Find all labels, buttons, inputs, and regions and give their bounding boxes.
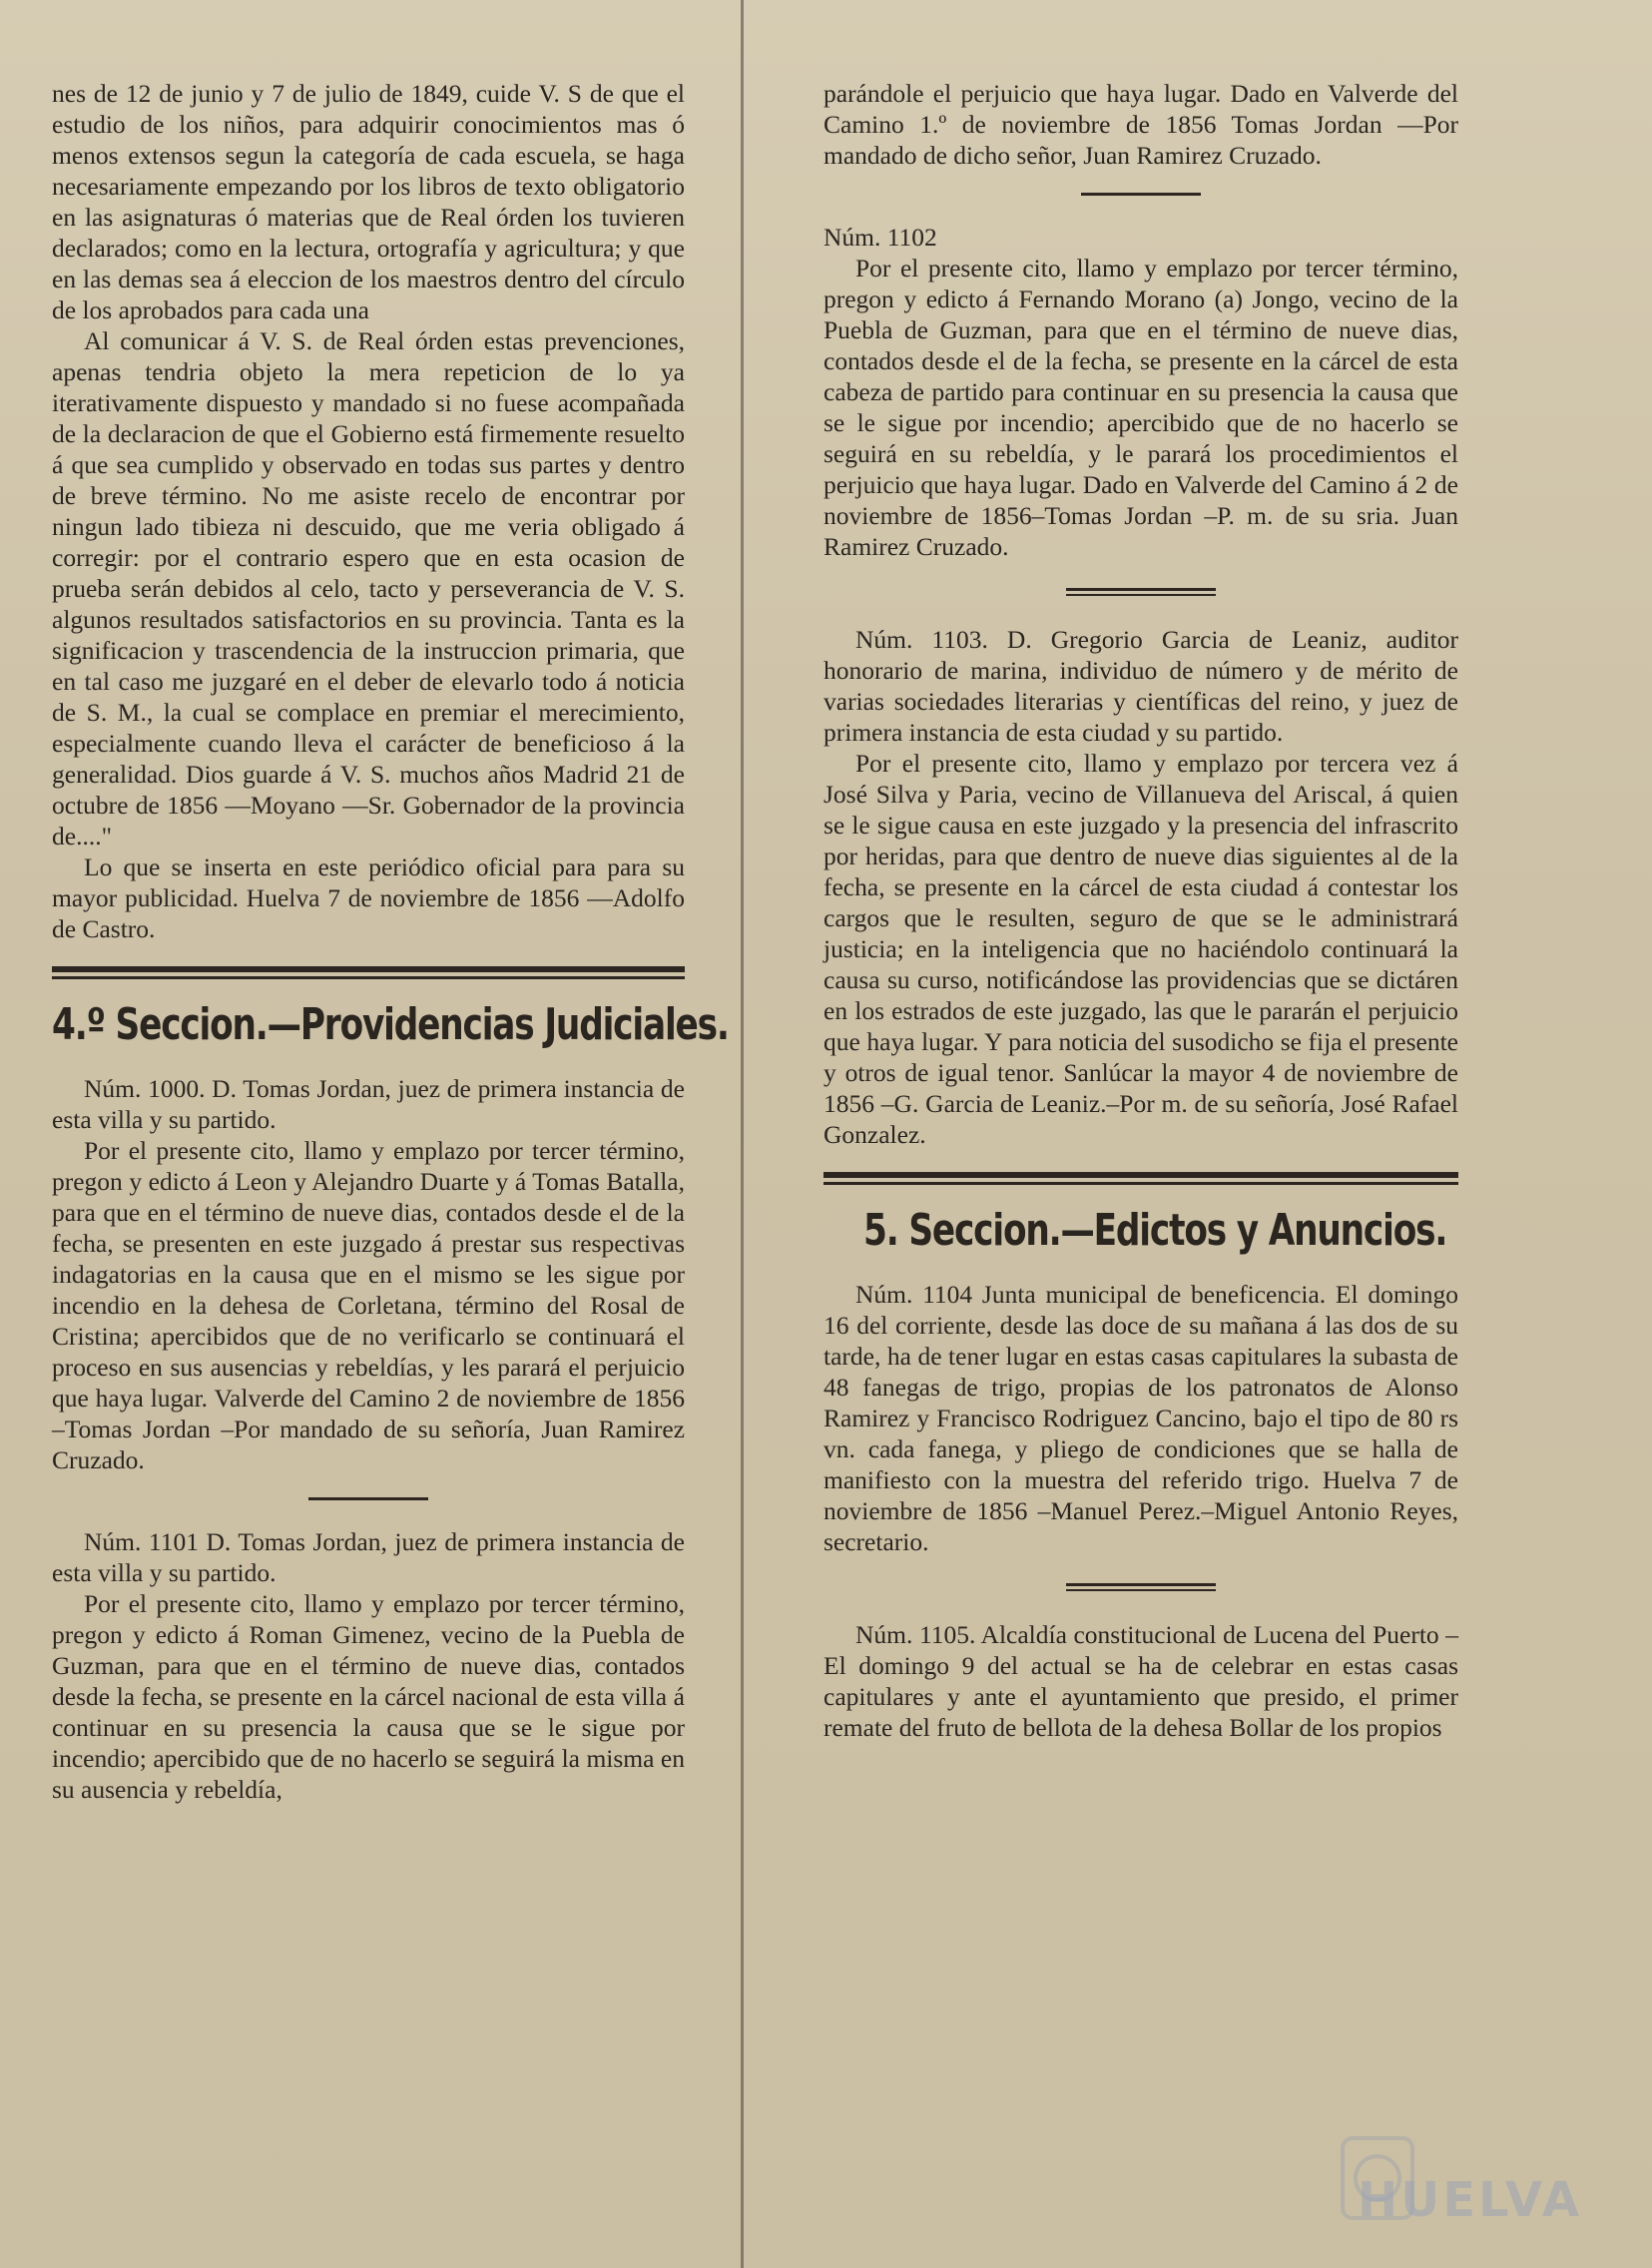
notice-heading: Núm. 1103. D. Gregorio Garcia de Leaniz, auditor honorario de marina, individuo de número y de mérito de varias sociedades literarias y científicas del reino, y juez de primera instancia de esta ciudad y su partido. [824,625,1458,747]
left-column [52,78,729,1805]
notice-body: Por el presente cito, llamo y emplazo por tercera vez á José Silva y Paria, vecino de Villanueva del Ariscal, á quien se le sigue causa en este juzgado y la presencia del infrascrito por heridas, para que dentro de nueve dias siguientes al de la fecha, se presente en la cárcel de esta ciudad á contestar los cargos que le resulten, seguro de que se le administrará justicia; en la inteligencia que no haciéndolo continuará la causa su curso, notificándose las providencias que se dictáren en los estrados de este juzgado, las que le pararán el perjuicio que haya lugar. Y para noticia del susodicho se fija el presente y otros de igual tenor. Sanlúcar la mayor 4 de noviembre de 1856 –G. Garcia de Leaniz.–Por m. de su señoría, José Rafael Gonzalez. [824,749,1458,1149]
notice-separator [1066,588,1216,596]
article-paragraph: Al comunicar á V. S. de Real órden estas prevenciones, apenas tendria objeto la mera repeticion de lo ya iterativamente dispuesto y mandado si no fuese acompañada de la declaracion de que el Gobierno está firmemente resuelto á que sea cumplido y observado en todas sus partes y dentro de breve término. No me asiste recelo de encontrar por ningun lado tibieza ni descuido, que me veria obligado á corregir: por el contrario espero que en esta ocasion de prueba serán debidos al celo, tacto y perseverancia de V. S. algunos resultados satisfactorios en su provincia. Tanta es la significacion y trascendencia de la instruccion primaria, que en tal caso me juzgaré en el deber de elevarlo todo á noticia de S. M., la cual se complace en premiar el merecimiento, especialmente cuando lleva el carácter de beneficioso á la generalidad. Dios guarde á V. S. muchos años Madrid 21 de octubre de 1856 —Moyano —Sr. Gobernador de la provincia de...." [52,326,685,850]
notice-heading: Núm. 1102 [824,223,937,252]
article-paragraph: Lo que se inserta en este periódico oficial para para su mayor publicidad. Huelva 7 de noviembre de 1856 —Adolfo de Castro. [52,852,685,943]
notice-body: Por el presente cito, llamo y emplazo por tercer término, pregon y edicto á Fernando Morano (a) Jongo, vecino de la Puebla de Guzman, para que en el término de nueve dias, contados desde el de la fecha, se presente en la cárcel de esta cabeza de partido para continuar en su presencia la causa que se le sigue por incendio; apercibido que de no hacerlo se seguirá en su rebeldía, y le parará los procedimientos el perjuicio que haya lugar. Dado en Valverde del Camino á 2 de noviembre de 1856–Tomas Jordan –P. m. de su sria. Juan Ramirez Cruzado. [824,254,1458,561]
archive-watermark: HUELVA [1358,2172,1582,2228]
notice-heading: Núm. 1000. D. Tomas Jordan, juez de primera instancia de esta villa y su partido. [52,1074,685,1134]
notice-body: Núm. 1105. Alcaldía constitucional de Lucena del Puerto –El domingo 9 del actual se ha de celebrar en estas casas capitulares y ante el ayuntamiento que presido, el primer remate del fruto de bellota de la dehesa Bollar de los propios [824,1620,1458,1742]
notice-separator [1066,1583,1216,1591]
notice-body: Núm. 1104 Junta municipal de beneficencia. El domingo 16 del corriente, desde las doce de su mañana á las dos de su tarde, ha de tener lugar en estas casas capitulares la subasta de 48 fanegas de trigo, propias de los patronatos de Alonso Ramirez y Francisco Rodriguez Cancino, bajo el tipo de 80 rs vn. cada fanega, y pliego de condiciones que se halla de manifiesto con la muestra del referido trigo. Huelva 7 de noviembre de 1856 –Manuel Perez.–Miguel Antonio Reyes, secretario. [824,1280,1458,1556]
notice-body: parándole el perjuicio que haya lugar. Dado en Valverde del Camino 1.º de noviembre de 1856 Tomas Jordan —Por mandado de dicho señor, Juan Ramirez Cruzado. [824,79,1458,170]
article-paragraph: nes de 12 de junio y 7 de julio de 1849, cuide V. S de que el estudio de los niños, para adquirir conocimientos mas ó menos extensos segun la categoría de cada escuela, se haga necesariamente empezando por los libros de texto obligatorio en las asignaturas ó materias que de Real órden los tuvieren declarados; como en la lectura, ortografía y agricultura; y que en las demas sea á eleccion de los maestros dentro del círculo de los aprobados para cada una [52,79,685,324]
notice-body: Por el presente cito, llamo y emplazo por tercer término, pregon y edicto á Leon y Alejandro Duarte y á Tomas Batalla, para que en el término de nueve dias, contados desde el de la fecha, se presenten en este juzgado á prestar sus respectivas indagatorias en la causa que en el mismo se les sigue por incendio en la dehesa de Corletana, término del Rosal de Cristina; apercibidos que de no verificarlo se continuará el proceso en sus ausencias y rebeldías, y les parará el perjuicio que haya lugar. Valverde del Camino 2 de noviembre de 1856 –Tomas Jordan –Por mandado de su señoría, Juan Ramirez Cruzado. [52,1136,685,1474]
notice-separator [1081,193,1201,196]
section-title-edicts: 5. Seccion.—Edictos y Anuncios. [863,1205,1447,1256]
notice-heading: Núm. 1101 D. Tomas Jordan, juez de primera instancia de esta villa y su partido. [52,1527,685,1587]
column-divider [741,0,744,2268]
section-rule [824,1172,1458,1185]
right-column [824,78,1458,1743]
notice-separator [308,1497,428,1500]
notice-body: Por el presente cito, llamo y emplazo por tercer término, pregon y edicto á Roman Gimenez, vecino de la Puebla de Guzman, para que en el término de nueve dias, contados desde la fecha, se presente en la cárcel nacional de esta villa á continuar en su presencia la causa que se le sigue por incendio; apercibido que de no hacerlo se seguirá la misma en su ausencia y rebeldía, [52,1589,685,1804]
section-rule [52,966,685,979]
section-title-judicial: 4.º Seccion.—Providencias Judiciales. [52,999,729,1050]
